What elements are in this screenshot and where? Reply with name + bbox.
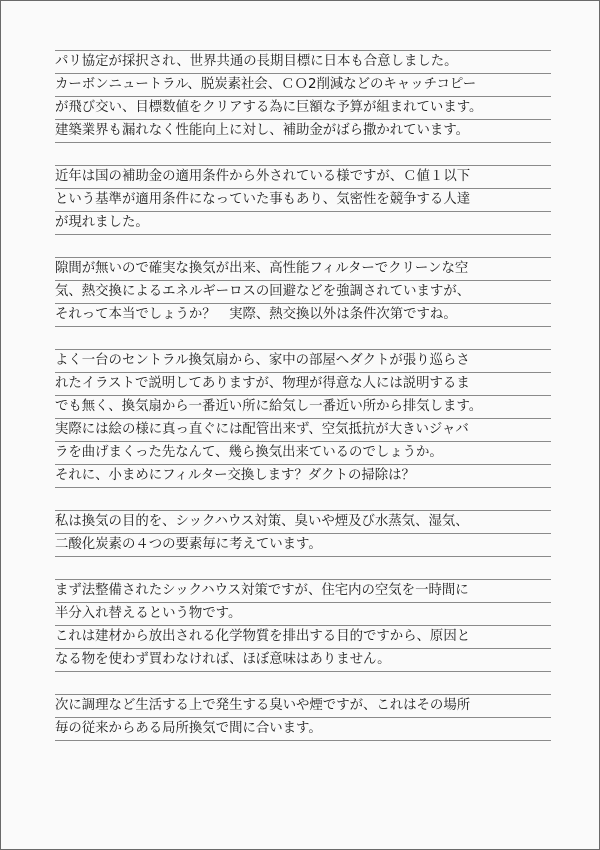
text-line: 隙間が無いので確実な換気が出来、高性能フィルターでクリーンな空: [55, 258, 551, 281]
text-line: 次に調理など生活する上で発生する臭いや煙ですが、これはその場所: [55, 695, 551, 718]
text-line: よく一台のセントラル換気扇から、家中の部屋へダクトが張り巡らさ: [55, 350, 551, 373]
text-line: パリ協定が採択され、世界共通の長期目標に日本も合意しました。: [55, 51, 551, 74]
blank-line: [55, 143, 551, 166]
blank-line: [55, 672, 551, 695]
text-line: という基準が適用条件になっていた事もあり、気密性を競争する人達: [55, 189, 551, 212]
blank-line: [55, 488, 551, 511]
text-line: なる物を使わず買わなければ、ほぼ意味はありません。: [55, 649, 551, 672]
text-line: 毎の従来からある局所換気で間に合います。: [55, 718, 551, 741]
text-line: が現れました。: [55, 212, 551, 235]
text-line: それに、小まめにフィルター交換します？ダクトの掃除は？: [55, 465, 551, 488]
text-line: 二酸化炭素の４つの要素毎に考えています。: [55, 534, 551, 557]
text-line: それって本当でしょうか？ 実際、熱交換以外は条件次第ですね。: [55, 304, 551, 327]
text-line: でも無く、換気扇から一番近い所に給気し一番近い所から排気します。: [55, 396, 551, 419]
blank-line: [55, 557, 551, 580]
text-line: 半分入れ替えるという物です。: [55, 603, 551, 626]
text-line: 気、熱交換によるエネルギーロスの回避などを強調されていますが、: [55, 281, 551, 304]
text-line: 建築業界も漏れなく性能向上に対し、補助金がばら撒かれています。: [55, 120, 551, 143]
blank-line: [55, 235, 551, 258]
text-lines: [55, 51, 551, 741]
ruled-text-block: [55, 50, 551, 741]
text-line: が飛び交い、目標数値をクリアする為に巨額な予算が組まれています。: [55, 97, 551, 120]
text-line: れたイラストで説明してありますが、物理が得意な人には説明するま: [55, 373, 551, 396]
blank-line: [55, 327, 551, 350]
text-line: これは建材から放出される化学物質を排出する目的ですから、原因と: [55, 626, 551, 649]
text-line: カーボンニュートラル、脱炭素社会、ＣＯ2削減などのキャッチコピー: [55, 74, 551, 97]
text-line: まず法整備されたシックハウス対策ですが、住宅内の空気を一時間に: [55, 580, 551, 603]
text-line: 近年は国の補助金の適用条件から外されている様ですが、Ｃ値１以下: [55, 166, 551, 189]
text-line: 私は換気の目的を、シックハウス対策、臭いや煙及び水蒸気、湿気、: [55, 511, 551, 534]
text-line: 実際には絵の様に真っ直ぐには配管出来ず、空気抵抗が大きいジャバ: [55, 419, 551, 442]
text-line: ラを曲げまくった先なんて、幾ら換気出来ているのでしょうか。: [55, 442, 551, 465]
